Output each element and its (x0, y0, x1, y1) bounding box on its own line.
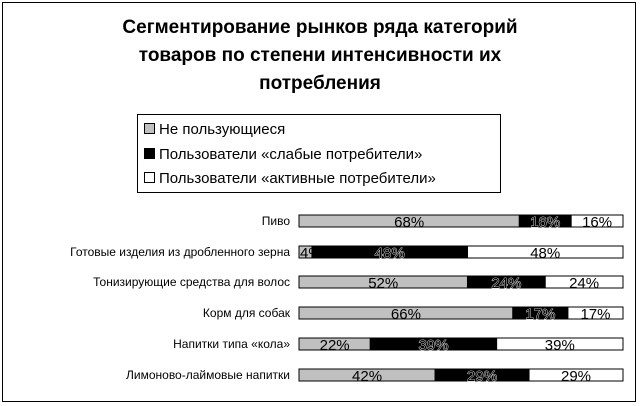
data-label-heavy-users: 16% (582, 214, 613, 231)
data-label-non-users: 22% (319, 337, 350, 354)
data-label-light-users: 39% (418, 337, 449, 354)
category-label: Тонизирующие средства для волос (93, 275, 290, 289)
data-label-light-users: 16% (530, 214, 561, 231)
data-label-non-users: 42% (352, 368, 383, 385)
data-label-heavy-users: 24% (569, 275, 600, 292)
category-label: Готовые изделия из дробленного зерна (70, 245, 290, 259)
category-label: Напитки типа «кола» (173, 337, 290, 351)
category-label: Пиво (261, 214, 290, 228)
chart-title: Сегментирование рынков ряда категорий товаров по степени интенсивности их потребления (122, 17, 518, 94)
data-label-heavy-users: 29% (561, 368, 592, 385)
data-label-light-users: 24% (491, 275, 522, 292)
data-label-non-users: 52% (368, 275, 399, 292)
data-label-light-users: 29% (467, 368, 498, 385)
data-label-non-users: 68% (394, 214, 425, 231)
data-label-light-users: 17% (525, 306, 556, 323)
data-label-non-users: 66% (390, 306, 421, 323)
legend-label-non-users: Не пользующиеся (159, 121, 286, 138)
data-label-light-users: 48% (374, 245, 405, 262)
legend-label-light-users: Пользователи «слабые потребители» (159, 146, 423, 163)
category-label: Лимоново-лаймовые напитки (126, 368, 290, 382)
data-label-heavy-users: 39% (544, 337, 575, 354)
legend-label-heavy-users: Пользователи «активные потребители» (159, 170, 436, 187)
data-label-heavy-users: 17% (580, 306, 611, 323)
data-label-heavy-users: 48% (530, 245, 561, 262)
category-label: Корм для собак (202, 306, 290, 320)
data-label-non-users: 4% (300, 245, 322, 262)
